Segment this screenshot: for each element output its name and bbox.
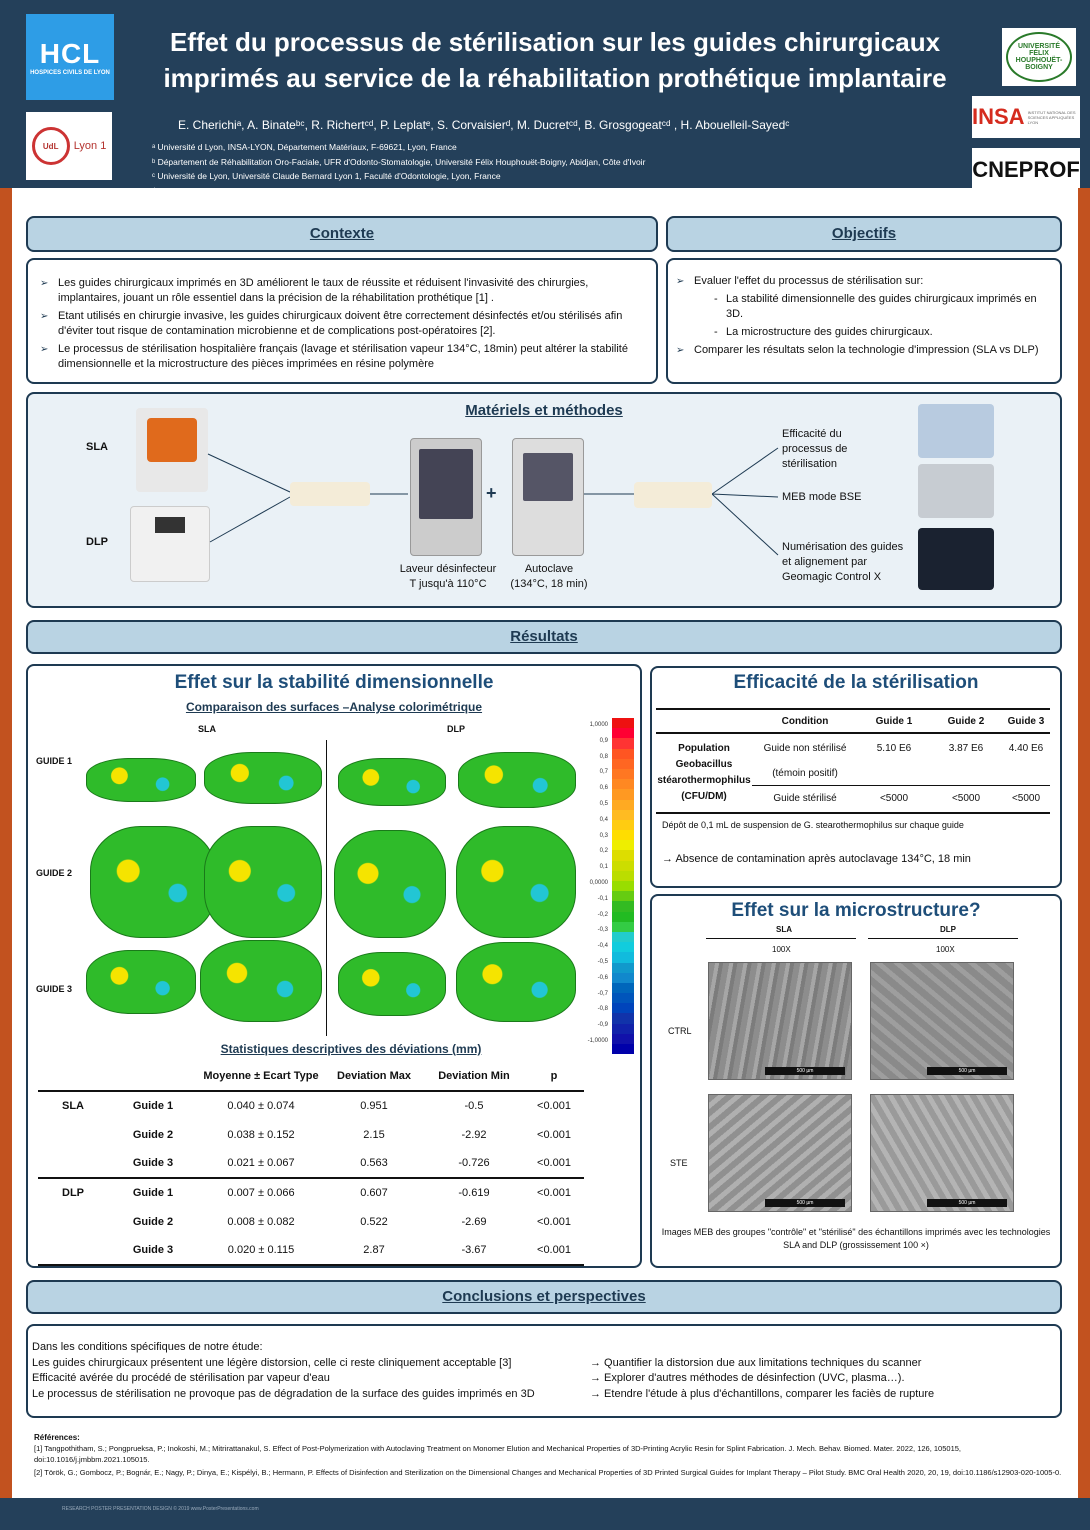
table-row: Guide 2 0.038 ± 0.152 2.15 -2.92 <0.001 (132, 1128, 571, 1141)
list-subitem: - La stabilité dimensionnelle des guides chirurgicaux imprimés en 3D. (676, 292, 1052, 322)
color-scale-ticks (560, 722, 608, 1054)
scale-tick: 1,0000 (589, 722, 608, 728)
color-scale-step (612, 922, 634, 932)
colormap-guide-image (338, 952, 446, 1016)
list-item: ➢ Etant utilisés en chirurgie invasive, les guides chirurgicaux doivent être correctement désinfectés et/ou stérilisés afin d'éviter tout risque de contamination microbienne et de complications post-opératoires [2]. (40, 309, 644, 339)
color-scale-step (612, 850, 634, 860)
guide-image (290, 482, 370, 506)
micro-col-sla: SLA (776, 925, 792, 934)
ufhb-logo: UNIVERSITÉ FÉLIX HOUPHOUËT-BOIGNY (1002, 28, 1076, 86)
perspective-item: → Explorer d'autres méthodes de désinfection (UVC, plasma…). (590, 1372, 905, 1384)
lab-photo (918, 404, 994, 458)
scale-tick: 0,3 (599, 832, 608, 839)
color-scale-step (612, 861, 634, 871)
methods-heading: Matériels et méthodes (465, 402, 623, 419)
color-scale-step (612, 840, 634, 850)
table-row: SLA Guide 1 0.040 ± 0.074 0.951 -0.5 <0.001 (62, 1100, 571, 1112)
colormap-guide-image (86, 758, 196, 802)
scale-tick: 0,0000 (589, 879, 608, 886)
autoclave-label: Autoclave (134°C, 18 min) (510, 563, 588, 590)
sem-image-dlp-ctrl: 500 µm (870, 962, 1014, 1080)
micro-col-dlp: DLP (940, 925, 956, 934)
affiliations: ᵃ Université d Lyon, INSA-LYON, Département Matériaux, F-69621, Lyon, France ᵇ Département de Réhabilitation Oro-Faciale, UFR d'Odonto-Stomatologie, Université Félix Houphouët-Boigny, Abidjan, Côte d'Ivoir ᶜ Université de Lyon, Université Claude Bernard Lyon 1, Faculté d'Odontologie, Lyon, France ᵈ Hospices Civils de Lyon, Service d'Odontologie, Lyon, France ᵉ Hospices Civils de Lyon, Direction de l'Innovation, Lyon, France (152, 142, 646, 210)
table-row: Guide 2 0.008 ± 0.082 0.522 -2.69 <0.001 (132, 1215, 571, 1228)
color-scale-step (612, 830, 634, 840)
sla-label: SLA (86, 441, 108, 453)
scale-tick: -0,9 (597, 1022, 608, 1029)
col-sla: SLA (198, 724, 216, 734)
color-scale-step (612, 901, 634, 911)
scale-tick: -0,1 (597, 895, 608, 902)
color-scale-step (612, 789, 634, 799)
scale-tick: -0,4 (597, 943, 608, 950)
dlp-label: DLP (86, 536, 108, 548)
colormap-guide-image (86, 950, 196, 1014)
mag-label: 100X (772, 945, 791, 954)
colormap-guide-image (338, 758, 446, 806)
output-sterilization: Efficacité du processus de stérilisation (782, 428, 848, 470)
divider (326, 740, 327, 1036)
divider (706, 938, 856, 939)
color-scale-step (612, 963, 634, 973)
scale-tick: 0,6 (599, 785, 608, 792)
efficacite-conclusion: → Absence de contamination après autoclavage 134°C, 18 min (662, 853, 971, 865)
colormap-guide-image (334, 830, 446, 938)
divider (868, 938, 1018, 939)
color-scale-step (612, 1024, 634, 1034)
stats-table: Moyenne ± Ecart Type Deviation Max Deviation Min p SLA Guide 1 0.040 ± 0.074 0.951 -0.5 <0.001 Guide 2 0.038 ± 0.152 2.15 -2.92 <0.001 Guide 3 0.021 ± 0.067 0.563 -0.726 <0.001 DLP Guide 1 0.007 ± 0.066 0.607 -0.619 <0.001 Guide 2 0.008 ± 0.082 0.522 -2.69 <0.001 Guide 3 0.020 ± 0.115 2.87 -3.67 <0.001 (38, 1062, 584, 1266)
perspective-item: → Quantifier la distorsion due aux limitations techniques du scanner (590, 1357, 922, 1369)
scale-tick: -0,2 (597, 911, 608, 918)
colormap-guide-image (456, 942, 576, 1022)
authors: E. Cherichiᵃ, A. Binateᵇᶜ, R. Richertᶜᵈ, P. Leplatᵉ, S. Corvaisierᵈ, M. Ducretᶜᵈ, B. Grosgogeatᶜᵈ , H. Abouelleil-Sayedᶜ (178, 118, 790, 132)
conclusion-item: Le processus de stérilisation ne provoque pas de dégradation de la surface des guides imprimés en 3D (32, 1388, 535, 1400)
guide-image (634, 482, 712, 508)
scale-tick: 0,4 (599, 816, 608, 823)
color-scale-step (612, 912, 634, 922)
colormap-guide-image (458, 752, 576, 808)
conclusion-item: Les guides chirurgicaux présentent une légère distorsion, celle ci reste cliniquement acceptable [3] (32, 1357, 512, 1369)
stats-title: Statistiques descriptives des déviations (mm) (220, 1042, 482, 1056)
scale-tick: 0,9 (599, 737, 608, 744)
row-ctrl: CTRL (668, 1026, 692, 1036)
resultats-heading: Résultats (26, 620, 1062, 654)
scale-tick: -1,0000 (587, 1037, 608, 1044)
color-scale-step (612, 993, 634, 1003)
guide-label: GUIDE 2 (36, 868, 73, 878)
output-scan: Numérisation des guides et alignement par Geomagic Control X (782, 541, 904, 583)
sem-image-sla-ste: 500 µm (708, 1094, 852, 1212)
list-item: ➢ Les guides chirurgicaux imprimés en 3D améliorent le taux de réussite et réduisent l'invasivité des chirurgies, implantaires, jouant un rôle essentiel dans la précision de la réhabilitation prothétique [1] . (40, 276, 644, 306)
table-row: Guide 3 0.021 ± 0.067 0.563 -0.726 <0.001 (38, 1149, 584, 1178)
scale-tick: -0,3 (597, 927, 608, 934)
color-scale-step (612, 728, 634, 738)
color-scale-step (612, 932, 634, 942)
color-scale-step (612, 983, 634, 993)
table-row: Guide 3 0.020 ± 0.115 2.87 -3.67 <0.001 (38, 1236, 584, 1265)
color-scale-step (612, 1013, 634, 1023)
scale-tick: 0,2 (599, 848, 608, 855)
micro-heading: Effet sur la microstructure? (731, 900, 981, 921)
conclusions-intro: Dans les conditions spécifiques de notre étude: (32, 1341, 263, 1353)
list-subitem: - La microstructure des guides chirurgicaux. (676, 325, 1052, 340)
scale-tick: -0,6 (597, 974, 608, 981)
scale-tick: 0,1 (599, 864, 608, 871)
insa-logo: INSA INSTITUT NATIONAL DES SCIENCES APPLIQUÉES LYON (972, 96, 1080, 138)
meb-photo (918, 464, 994, 518)
output-meb: MEB mode BSE (782, 491, 862, 503)
hcl-logo: HCL HOSPICES CIVILS DE LYON (26, 14, 114, 100)
list-item: ➢ Evaluer l'effet du processus de stérilisation sur: (676, 274, 1052, 289)
efficacite-note: Dépôt de 0,1 mL de suspension de G. stearothermophilus sur chaque guide (662, 820, 964, 830)
plus-sign: + (486, 483, 497, 503)
colormap-guide-image (456, 826, 576, 938)
guide-label: GUIDE 3 (36, 984, 73, 994)
color-scale-step (612, 1003, 634, 1013)
objectifs-heading: Objectifs (666, 216, 1062, 252)
scanner-photo (918, 528, 994, 590)
washer-image (410, 438, 482, 556)
reference-1: [1] Tangpothitham, S.; Pongprueksa, P.; Inokoshi, M.; Mitrirattanakul, S. Effect of Post-Polymerization with Autoclaving Treatment on Monomer Elution and Mechanical Properties of 3D-Printing Acrylic Resin for Splint Fabrication. J. Mech. Behav. Biomed. Mater. 2022, 126, 105015, doi:10.1016/j.jmbbm.2021.105015. (34, 1444, 961, 1464)
color-scale-step (612, 769, 634, 779)
mag-label: 100X (936, 945, 955, 954)
color-scale-step (612, 952, 634, 962)
color-scale-step (612, 738, 634, 748)
references-heading: Références: (34, 1433, 80, 1442)
col-dlp: DLP (447, 724, 465, 734)
list-item: ➢ Comparer les résultats selon la technologie d'impression (SLA vs DLP) (676, 343, 1052, 358)
color-scale-step (612, 973, 634, 983)
poster-title: Effet du processus de stérilisation sur les guides chirurgicaux imprimés au service de la réhabilitation prothétique implantaire (163, 27, 947, 93)
efficacite-heading: Efficacité de la stérilisation (733, 672, 979, 693)
cneprof-logo: CNEPROF (972, 148, 1080, 192)
guide-label: GUIDE 1 (36, 756, 73, 766)
scale-tick: 0,7 (599, 769, 608, 776)
perspective-item: → Etendre l'étude à plus d'échantillons, comparer les faciès de rupture (590, 1388, 935, 1400)
scale-tick: -0,8 (597, 1006, 608, 1013)
color-scale-step (612, 779, 634, 789)
color-scale (612, 718, 634, 1054)
color-scale-step (612, 810, 634, 820)
sem-image-dlp-ste: 500 µm (870, 1094, 1014, 1212)
list-item: ➢ Le processus de stérilisation hospitalière français (lavage et stérilisation vapeur 134°C, 18min) peut altérer la stabilité dimensionnelle et la microstructure des pièces imprimées en résine polymère (40, 342, 644, 372)
footer-text: RESEARCH POSTER PRESENTATION DESIGN © 2019 www.PosterPresentations.com (62, 1506, 259, 1512)
color-scale-step (612, 881, 634, 891)
colormap-guide-image (90, 826, 216, 938)
table-row: DLP Guide 1 0.007 ± 0.066 0.607 -0.619 <0.001 (62, 1187, 571, 1199)
colormap-guide-image (204, 826, 322, 938)
autoclave-image (512, 438, 584, 556)
lyon1-logo: UdL Lyon 1 (26, 112, 112, 180)
contexte-heading: Contexte (26, 216, 658, 252)
colormap-guide-image (200, 940, 322, 1022)
conclusions-heading: Conclusions et perspectives (26, 1280, 1062, 1314)
color-scale-step (612, 718, 634, 728)
color-scale-step (612, 800, 634, 810)
washer-label: Laveur désinfecteur T jusqu'à 110°C (399, 563, 497, 590)
color-scale-step (612, 942, 634, 952)
row-ste: STE (670, 1158, 688, 1168)
sem-image-sla-ctrl: 500 µm (708, 962, 852, 1080)
conclusion-item: Efficacité avérée du procédé de stérilisation par vapeur d'eau (32, 1372, 330, 1384)
color-scale-step (612, 749, 634, 759)
scale-tick: -0,7 (597, 990, 608, 997)
scale-tick: 0,8 (599, 753, 608, 760)
efficacite-table: Condition Guide 1 Guide 2 Guide 3 Population Geobacillus stéarothermophilus (CFU/DM) Guide non stérilisé 5.10 E6 3.87 E6 4.40 E6 (témoin positif) Guide stérilisé <5000 <5000 <5000 (656, 708, 1050, 814)
scale-tick: 0,5 (599, 800, 608, 807)
micro-caption: Images MEB des groupes "contrôle" et "stérilisé" des échantillons imprimés avec les technologies SLA and DLP (grossissement 100 ×) (661, 1227, 1051, 1250)
colormap-guide-image (204, 752, 322, 804)
reference-2: [2] Török, G.; Gombocz, P.; Bognár, E.; Nagy, P.; Dinya, E.; Kispélyi, B.; Hermann, P. Effects of Disinfection and Sterilization on the Dimensional Changes and Mechanical Properties of 3D Printed Surgical Guides for Implant Therapy – Pilot Study. BMC Oral Health 2020, 20, 19, doi:10.1186/s12903-020-1005-0. (34, 1468, 1062, 1477)
poster-footer (0, 1498, 1090, 1530)
color-scale-step (612, 891, 634, 901)
stability-subheading: Comparaison des surfaces –Analyse colorimétrique (185, 700, 483, 714)
stability-heading: Effet sur la stabilité dimensionnelle (174, 672, 494, 693)
color-scale-step (612, 871, 634, 881)
color-scale-step (612, 759, 634, 769)
color-scale-step (612, 820, 634, 830)
scale-tick: -0,5 (597, 958, 608, 965)
